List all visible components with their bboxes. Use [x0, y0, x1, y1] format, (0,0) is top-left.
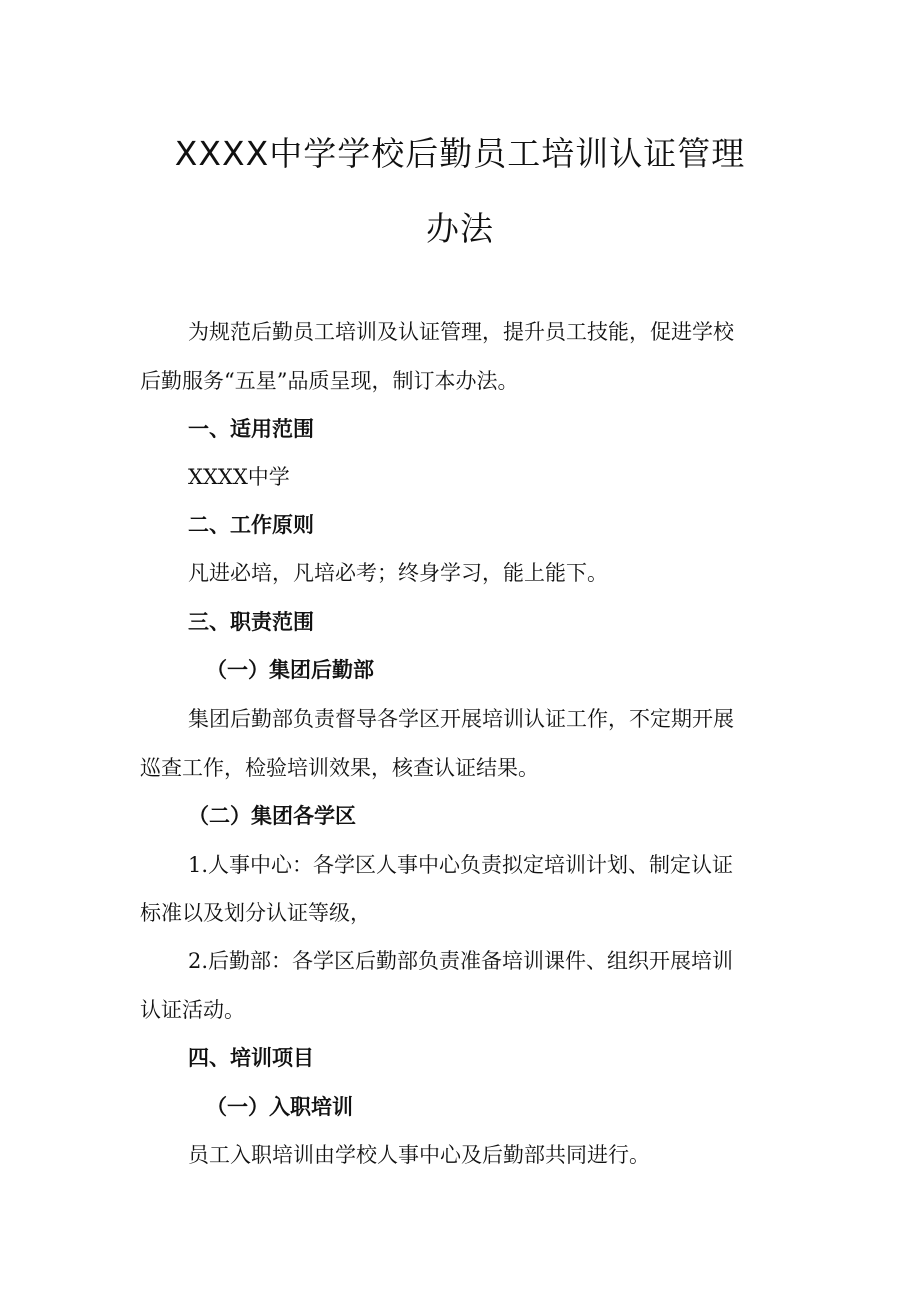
- section-2-heading: 二、工作原则: [188, 513, 314, 537]
- section-3-sub-2-heading: （二）集团各学区: [188, 804, 356, 828]
- section-4-sub-1-heading: （一）入职培训: [206, 1095, 353, 1119]
- section-3-sub-2-item-2-line-2: 认证活动。: [140, 998, 245, 1022]
- document-title-line-2: 办法: [426, 209, 494, 248]
- section-4-heading: 四、培训项目: [188, 1046, 314, 1070]
- section-3-sub-1-line-2: 巡查工作，检验培训效果，核查认证结果。: [140, 756, 539, 780]
- section-1-body: XXXX中学: [188, 465, 290, 489]
- section-3-sub-2-item-1-line-2: 标准以及划分认证等级，: [140, 901, 371, 925]
- section-1-heading: 一、适用范围: [188, 417, 314, 441]
- section-3-sub-2-item-1-line-1: 1.人事中心：各学区人事中心负责拟定培训计划、制定认证: [188, 853, 734, 877]
- section-3-sub-1-line-1: 集团后勤部负责督导各学区开展培训认证工作，不定期开展: [188, 707, 734, 731]
- section-3-heading: 三、职责范围: [188, 610, 314, 634]
- document-title-line-1: XXXX中学学校后勤员工培训认证管理: [174, 134, 746, 173]
- section-3-sub-2-item-2-line-1: 2.后勤部：各学区后勤部负责准备培训课件、组织开展培训: [188, 949, 734, 973]
- intro-line-1: 为规范后勤员工培训及认证管理，提升员工技能，促进学校: [188, 320, 734, 344]
- section-3-sub-1-heading: （一）集团后勤部: [206, 658, 374, 682]
- intro-line-2: 后勤服务“五星”品质呈现，制订本办法。: [140, 369, 519, 393]
- section-4-sub-1-body: 员工入职培训由学校人事中心及后勤部共同进行。: [188, 1143, 650, 1167]
- section-2-body: 凡进必培，凡培必考；终身学习，能上能下。: [188, 561, 608, 585]
